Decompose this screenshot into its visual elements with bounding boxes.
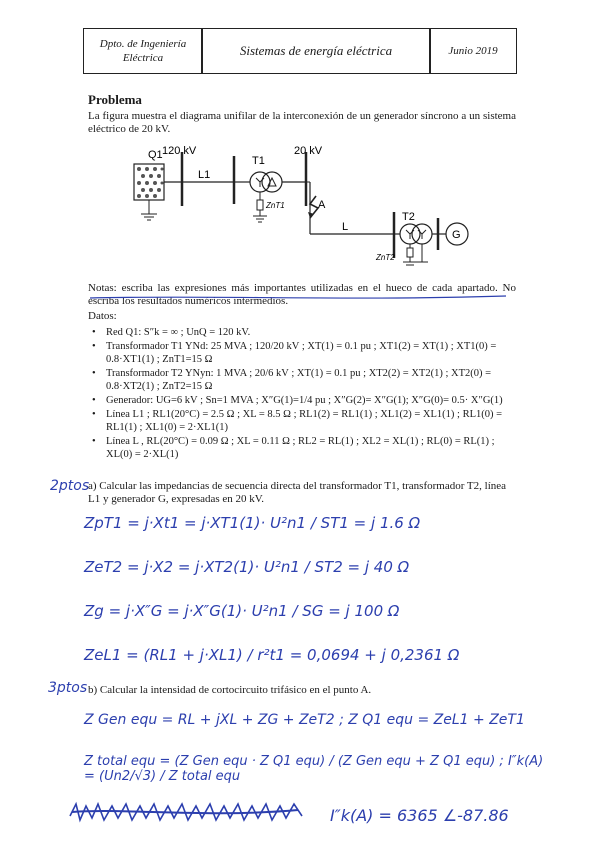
answer-a-zg: Zg = j·X″G = j·X″G(1)· U²n1 / SG = j 100 Ω (84, 602, 400, 620)
znt2-label: ZnT2 (376, 253, 395, 262)
answer-b-result: I″k(A) = 6365 ∠-87.86 (330, 806, 509, 825)
bus-20kv-label: 20 kV (294, 145, 323, 157)
question-a-text: a) Calcular las impedancias de secuencia directa del transformador T1, transformador T2, línea L1 y generador G, expresadas en 20 kV. (88, 480, 507, 505)
scribbled-out-text (66, 796, 316, 832)
transformer-t2 (400, 224, 432, 265)
network-q1 (134, 164, 164, 220)
l1-label: L1 (198, 169, 211, 181)
answer-a-zt2: ZeT2 = j·X2 = j·XT2(1)· U²n1 / ST2 = j 40 Ω (84, 558, 410, 576)
answer-a-zt1: ZpT1 = j·Xt1 = j·XT1(1)· U²n1 / ST1 = j 1.6 Ω (84, 514, 421, 532)
bus-120kv-label: 120 kV (162, 145, 197, 157)
question-b-text: b) Calcular la intensidad de cortocircuito trifásico en el punto A. (88, 684, 372, 696)
znt1-label: ZnT1 (266, 201, 285, 210)
header-date (429, 28, 517, 74)
data-item-t1: • Transformador T1 YNd: 25 MVA ; 120/20 kV ; XT(1) = 0.1 pu ; XT1(2) = XT(1) ; XT1(0) = 0.8·XT1(1) ; ZnT1=15 Ω (88, 340, 518, 366)
q1-label: Q1 (148, 149, 163, 161)
header-dept (83, 28, 203, 74)
data-item-line-l1: • Línea L1 ; RL1(20°C) = 2.5 Ω ; XL = 8.5 Ω ; RL1(2) = RL1(1) ; XL1(2) = XL1(1) ; RL1(0) = RL1(1) ; XL1(0) = 2·XL1(1) (88, 408, 518, 434)
problem-intro: La figura muestra el diagrama unifilar de la interconexión de un generador síncrono a un sistema eléctrico de 20 kV. (88, 110, 516, 135)
problem-title: Problema (88, 92, 142, 107)
data-list (88, 326, 518, 462)
one-line-diagram (120, 138, 500, 274)
l-label: L (342, 221, 349, 233)
transformer-t1 (250, 172, 282, 222)
data-item-line-l: • Línea L , RL(20°C) = 0.09 Ω ; XL = 0.11 Ω ; RL2 = RL(1) ; XL2 = XL(1) ; RL(0) = RL(1) ; XL(0) = 2·XL(1) (88, 435, 518, 461)
data-item-t2: • Transformador T2 YNyn: 1 MVA ; 20/6 kV ; XT(1) = 0.1 pu ; XT2(2) = XT2(1) ; XT2(0) = 0.8·XT2(1) ; ZnT2=15 Ω (88, 367, 518, 393)
course-title: Sistemas de energía eléctrica (239, 43, 393, 58)
fault-a-label: A (318, 199, 326, 211)
t1-label: T1 (252, 155, 265, 167)
exam-date: Junio 2019 (448, 45, 498, 57)
notes-text: Notas: escriba las expresiones más importantes utilizadas en el hueco de cada apartado. No escriba los resultados numéricos intermedios. (88, 282, 516, 307)
datos-label: Datos: (88, 310, 117, 322)
question-b-points: 3ptos (48, 680, 88, 696)
dept-label: Dpto. de Ingeniería Eléctrica (99, 38, 187, 64)
data-item-q1: • Red Q1: S″k = ∞ ; UnQ = 120 kV. (88, 326, 518, 339)
data-item-generator: • Generador: UG=6 kV ; Sn=1 MVA ; X″G(1)=1/4 pu ; X″G(2)= X″G(1); X″G(0)= 0.5· X″G(1) (88, 394, 518, 407)
t2-label: T2 (402, 211, 415, 223)
notes-underline (88, 292, 508, 304)
generator-label: G (452, 229, 461, 241)
answer-b-ztotal: Z total equ = (Z Gen equ · Z Q1 equ) / (Z Gen equ + Z Q1 equ) ; I″k(A) = (Un2/√3) / Z total equ (84, 754, 544, 784)
answer-a-zl1: ZeL1 = (RL1 + j·XL1) / r²t1 = 0,0694 + j 0,2361 Ω (84, 646, 460, 664)
answer-b-zequ: Z Gen equ = RL + jXL + ZG + ZeT2 ; Z Q1 equ = ZeL1 + ZeT1 (84, 712, 525, 728)
header-course (201, 28, 431, 74)
question-a-points: 2ptos (50, 478, 90, 494)
